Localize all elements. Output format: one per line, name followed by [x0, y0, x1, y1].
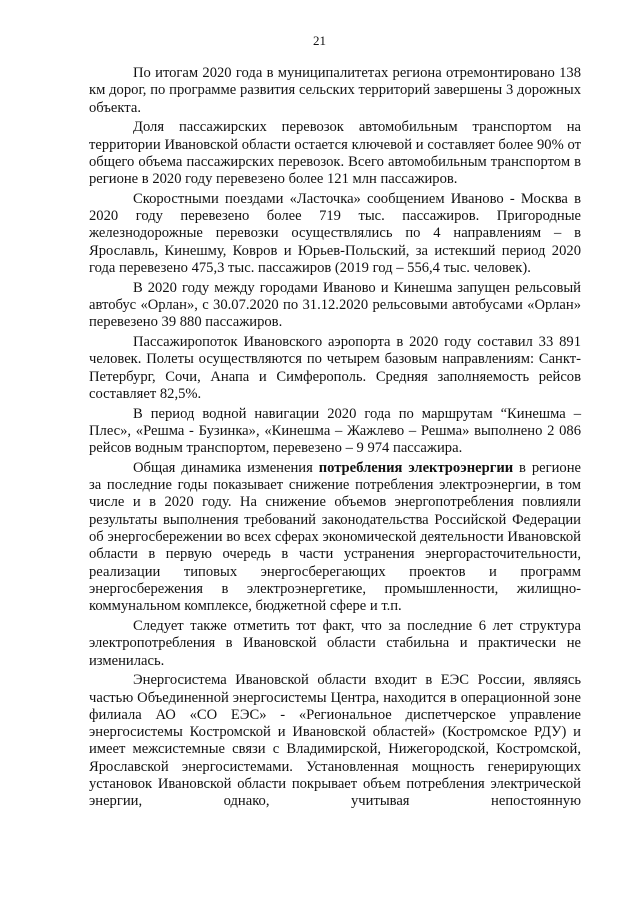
paragraph-road-repair: По итогам 2020 года в муниципалитетах региона отремонтировано 138 км дорог, по программе развития сельских территорий завершены 3 дорожных объекта.: [89, 65, 581, 116]
electricity-text-after: в регионе за последние годы показывает снижение потребления электроэнергии, в том числе и в 2020 году. На снижение объемов энергопотребления повлияли результаты выполнения требований законодательства Российской Федерации об энергосбережении во всех сферах экономической деятельности Ивановской области в первую очередь в части устранения энергорасточительности, реализации типовых энергосберегающих проектов и программ энергосбережения в электроэнергетике, промышленности, жилищно-коммунальном комплексе, бюджетной сфере и т.п.: [89, 459, 581, 615]
paragraph-rail-transport: Скоростными поездами «Ласточка» сообщением Иваново - Москва в 2020 году перевезено более 719 тыс. пассажиров. Пригородные железнодорожные перевозки осуществлялись по 4 направлениям – в Ярославль, Кинешму, Ковров и Юрьев-Польский, за истекший период 2020 года перевезено 475,3 тыс. пассажиров (2019 год – 556,4 тыс. человек).: [89, 190, 581, 277]
electricity-consumption-term: потребления электроэнергии: [318, 459, 514, 476]
electricity-text-before: Общая динамика изменения: [133, 459, 319, 476]
paragraph-airport: Пассажиропоток Ивановского аэропорта в 2020 году составил 33 891 человек. Полеты осуществляются по четырем базовым направлениям: Санкт-Петербург, Сочи, Анапа и Симферополь. Средняя заполняемость рейсов составляет 82,5%.: [89, 334, 581, 402]
paragraph-rail-bus: В 2020 году между городами Иваново и Кинешма запущен рельсовый автобус «Орлан», с 30.07.2020 по 31.12.2020 рельсовыми автобусами «Орлан» перевезено 39 880 пассажиров.: [89, 279, 581, 331]
paragraph-road-transport: Доля пассажирских перевозок автомобильным транспортом на территории Ивановской области остается ключевой и составляет более 90% от общего объема пассажирских перевозок. Всего автомобильным транспортом в регионе в 2020 году перевезено более 121 млн пассажиров.: [89, 119, 581, 188]
paragraph-consumption-structure: Следует также отметить тот факт, что за последние 6 лет структура электропотребления в Ивановской области стабильна и практически не изменилась.: [89, 617, 581, 669]
page-number: 21: [313, 33, 326, 48]
paragraph-energy-system: Энергосистема Ивановской области входит в ЕЭС России, являясь частью Объединенной энергосистемы Центра, находится в операционной зоне филиала АО «СО ЕЭС» - «Региональное диспетчерское управление энергосистемы Костромской и Ивановской областей» (Костромское РДУ) и имеет межсистемные связи с Владимирской, Нижегородской, Костромской, Ярославской энергосистемами. Установленная мощность генерирующих установок Ивановской области покрывает объем потребления электрической энергии, однако, учитывая непостоянную: [89, 672, 581, 810]
paragraph-electricity-consumption: [89, 460, 581, 616]
body-text: [89, 65, 581, 813]
paragraph-water-transport: В период водной навигации 2020 года по маршрутам “Кинешма – Плес», «Решма - Бузинка», «Кинешма – Жажлево – Решма» выполнено 2 086 рейсов водным транспортом, перевезено – 9 974 пассажира.: [89, 405, 581, 457]
